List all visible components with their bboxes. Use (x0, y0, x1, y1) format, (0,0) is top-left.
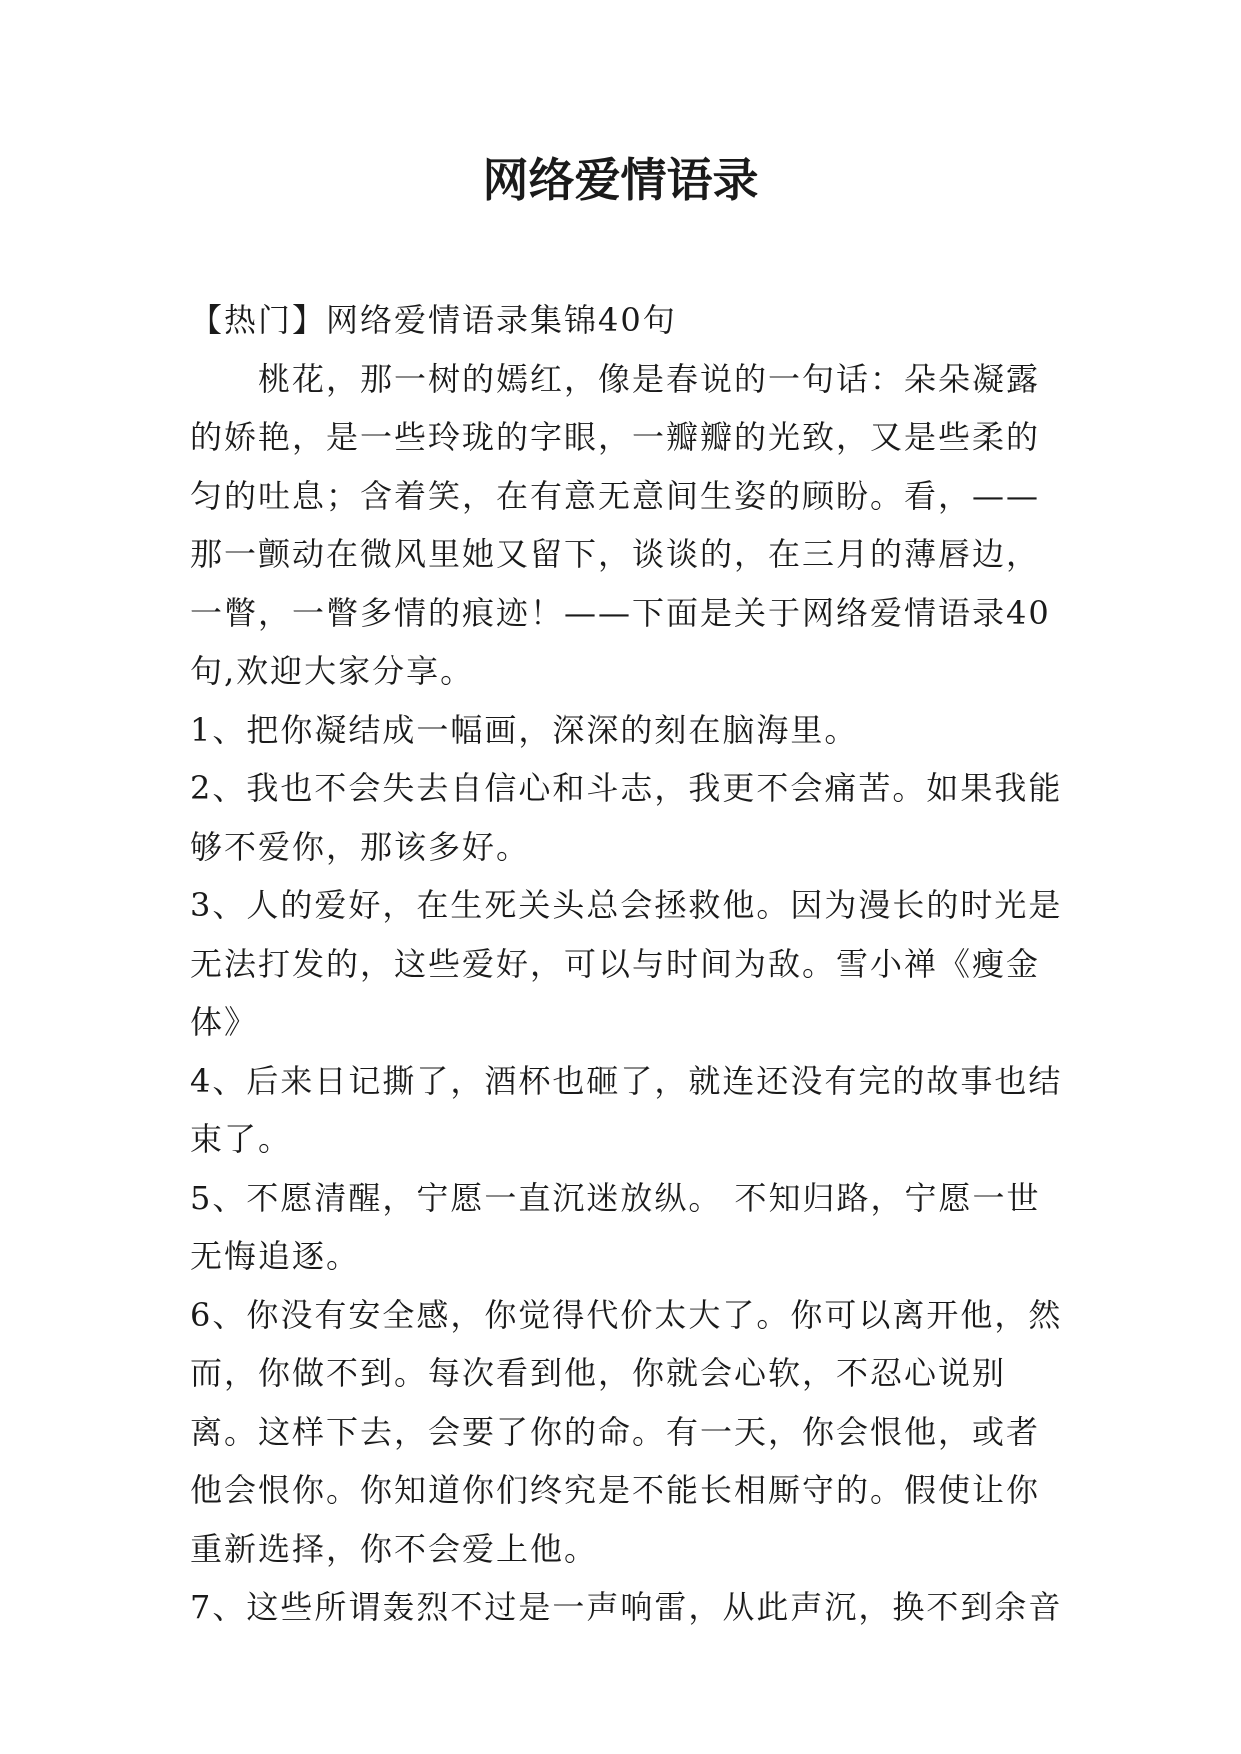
list-item: 1、把你凝结成一幅画，深深的刻在脑海里。 (190, 710, 859, 749)
list-item: 4、后来日记撕了，酒杯也砸了，就连还没有完的故事也结束了。 (190, 1061, 1063, 1158)
list-item: 6、你没有安全感，你觉得代价太大了。你可以离开他，然而，你做不到。每次看到他，你就会心软，不忍心说别离。这样下去，会要了你的命。有一天，你会恨他，或者他会恨你。你知道你们终究是不能长相厮守的。假使让你重新选择，你不会爱上他。 (190, 1295, 1063, 1568)
document-title: 网络爱情语录 (482, 153, 759, 207)
list-item: 5、不愿清醒，宁愿一直沉迷放纵。 不知归路，宁愿一世无悔追逐。 (190, 1178, 1041, 1275)
document-body (190, 291, 1070, 1637)
intro-paragraph: 桃花，那一树的嫣红，像是春说的一句话：朵朵凝露的娇艳，是一些玲珑的字眼，一瓣瓣的光致，又是些柔的匀的吐息；含着笑，在有意无意间生姿的顾盼。看，——那一颤动在微风里她又留下，谈谈的，在三月的薄唇边，一瞥，一瞥多情的痕迹！——下面是关于网络爱情语录40句,欢迎大家分享。 (190, 359, 1051, 690)
document-subtitle: 【热门】网络爱情语录集锦40句 (190, 301, 677, 339)
list-item: 3、人的爱好，在生死关头总会拯救他。因为漫长的时光是无法打发的，这些爱好，可以与时间为敌。雪小禅《瘦金体》 (190, 886, 1063, 1041)
list-item: 2、我也不会失去自信心和斗志，我更不会痛苦。如果我能够不爱你，那该多好。 (190, 769, 1063, 866)
list-item: 7、这些所谓轰烈不过是一声响雷，从此声沉，换不到余音 (190, 1588, 1063, 1626)
